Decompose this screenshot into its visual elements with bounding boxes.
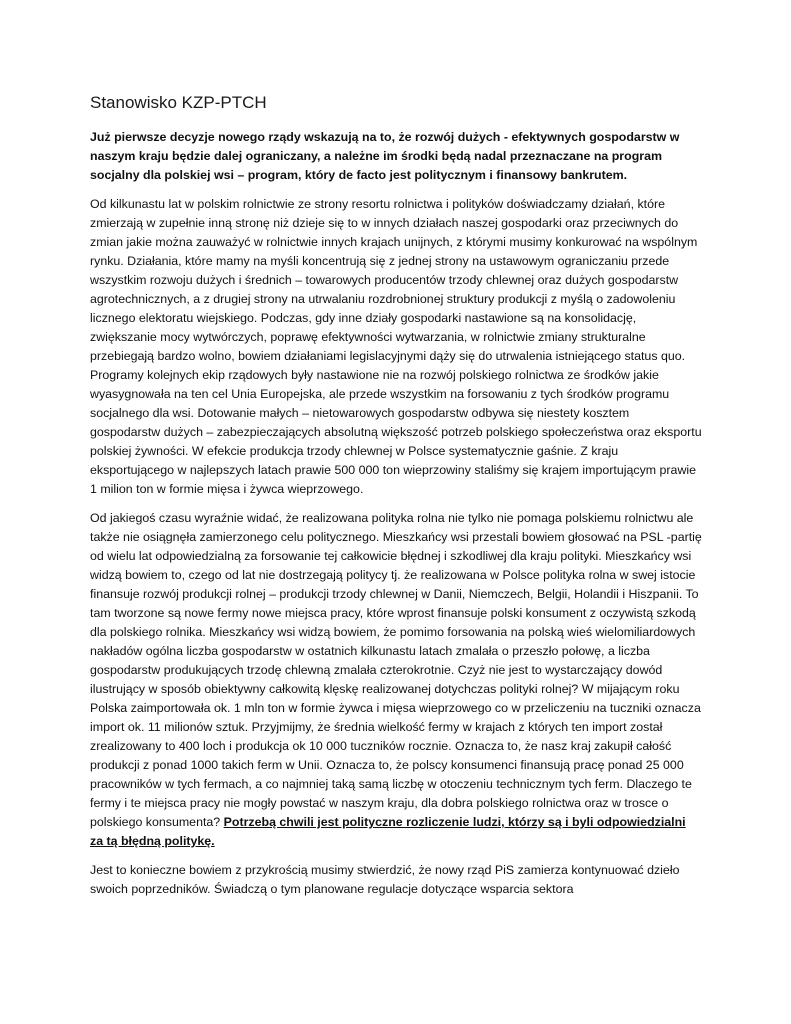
- document-page: [90, 92, 702, 909]
- body-paragraph-2-text: Od jakiegoś czasu wyraźnie widać, że realizowana polityka rolna nie tylko nie pomaga polskiemu rolnictwu ale także nie osiągnęła zamierzonego celu politycznego. Mieszkańcy wsi przestali bowiem głosować na PSL -partię od wielu lat odpowiedzialną za forsowanie tej całkowicie błędnej i szkodliwej dla kraju polityki. Mieszkańcy wsi widzą bowiem to, czego od lat nie dostrzegają politycy tj. że realizowana w Polsce polityka rolna w swej istocie finansuje rozwój produkcji rolnej – produkcji trzody chlewnej w Danii, Niemczech, Belgii, Holandii i Hiszpanii. To tam tworzone są nowe fermy nowe miejsca pracy, które wprost finansuje polski konsument z oczywistą szkodą dla polskiego rolnika. Mieszkańcy wsi widzą bowiem, że pomimo forsowania na polską wieś wielomiliardowych nakładów ogólna liczba gospodarstw w ostatnich kilkunastu latach zmalała o przeszło połowę, a liczba gospodarstw produkujących trzodę chlewną zmalała czterokrotnie. Czyż nie jest to wystarczający dowód ilustrujący w sposób obiektywny całkowitą klęskę realizowanej dotychczas polityki rolnej? W mijającym roku Polska zaimportowała ok. 1 mln ton w formie żywca i mięsa wieprzowego co w przeliczeniu na tuczniki oznacza import ok. 11 milionów sztuk. Przyjmijmy, że średnia wielkość fermy w krajach z których ten import został zrealizowany to 400 loch i produkcja ok 10 000 tuczników rocznie. Oznacza to, że nasz kraj zakupił całość produkcji z ponad 1000 takich ferm w Unii. Oznacza to, że polscy konsumenci finansują pracę ponad 25 000 pracowników w tych fermach, a co najmniej taką samą liczbę w otoczeniu technicznym tych ferm. Dlaczego te fermy i te miejsca pracy nie mogły powstać w naszym kraju, dla dobra polskiego rolnictwa oraz w trosce o polskiego konsumenta?: [90, 511, 702, 829]
- body-paragraph-2-emphasis: Potrzebą chwili jest polityczne rozliczenie ludzi, którzy są i byli odpowiedzialni za tą błędną politykę.: [90, 815, 686, 848]
- document-title: Stanowisko KZP-PTCH: [90, 93, 267, 112]
- lead-paragraph: Już pierwsze decyzje nowego rządy wskazują na to, że rozwój dużych - efektywnych gospodarstw w naszym kraju będzie dalej ograniczany, a należne im środki będą nadal przeznaczane na program socjalny dla polskiej wsi – program, który de facto jest politycznym i finansowy bankrutem.: [90, 130, 680, 182]
- body-paragraph-3: Jest to konieczne bowiem z przykrością musimy stwierdzić, że nowy rząd PiS zamierza kontynuować dzieło swoich poprzedników. Świadczą o tym planowane regulacje dotyczące wsparcia sektora: [90, 863, 680, 896]
- body-paragraph-2: [90, 509, 702, 851]
- body-paragraph-1: Od kilkunastu lat w polskim rolnictwie ze strony resortu rolnictwa i polityków doświadczamy działań, które zmierzają w zupełnie inną stronę niż dzieje się to w innych działach naszej gospodarki oraz przeciwnych do zmian jakie można zauważyć w rolnictwie innych krajach unijnych, z którymi musimy konkurować na wspólnym rynku. Działania, które mamy na myśli koncentrują się z jednej strony na ustawowym ograniczaniu przede wszystkim rozwoju dużych i średnich – towarowych producentów trzody chlewnej oraz dużych gospodarstw agrotechnicznych, a z drugiej strony na utrwalaniu rozdrobnionej struktury produkcji z myślą o zadowoleniu licznego elektoratu wiejskiego. Podczas, gdy inne działy gospodarki nastawione są na konsolidację, zwiększanie mocy wytwórczych, poprawę efektywności wytwarzania, w rolnictwie zmiany strukturalne przebiegają bardzo wolno, bowiem działaniami legislacyjnymi dąży się do utrwalenia istniejącego status quo. Programy kolejnych ekip rządowych były nastawione nie na rozwój polskiego rolnictwa ze środków jakie wyasygnowała na ten cel Unia Europejska, ale przede wszystkim na forsowaniu z tych środków programu socjalnego dla wsi. Dotowanie małych – nietowarowych gospodarstw odbywa się niestety kosztem gospodarstw dużych – zabezpieczających absolutną większość potrzeb polskiego społeczeństwa oraz eksportu polskiej żywności. W efekcie produkcja trzody chlewnej w Polsce systematycznie gaśnie. Z kraju eksportującego w najlepszych latach prawie 500 000 ton wieprzowiny staliśmy się krajem importującym prawie 1 milion ton w formie mięsa i żywca wieprzowego.: [90, 197, 702, 496]
